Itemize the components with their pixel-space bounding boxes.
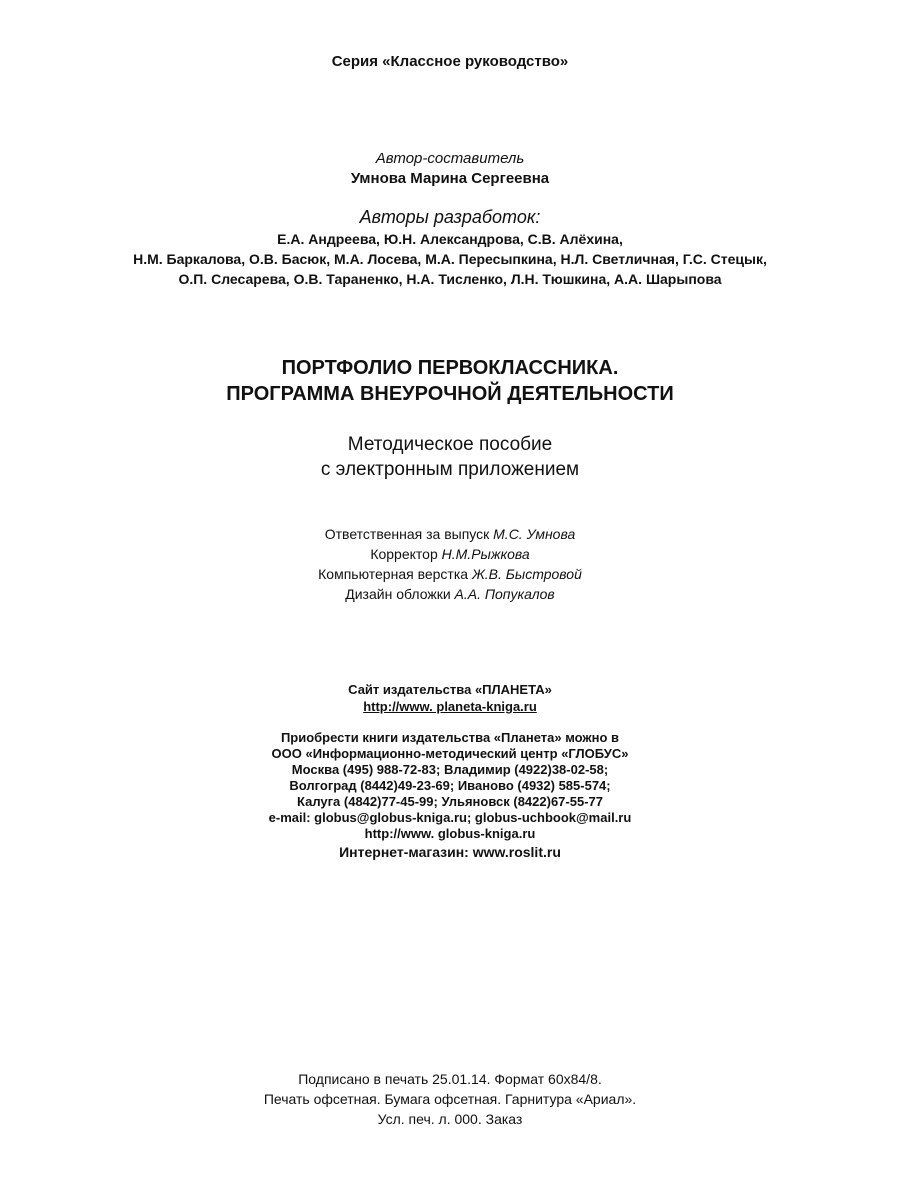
authors-list [0,229,900,289]
distributor-line: Приобрести книги издательства «Планета» можно в [280,730,620,745]
credit-label: Дизайн обложки [345,586,451,602]
authors-heading: Авторы разработок: [359,207,541,227]
distributor-line: Калуга (4842)77-45-99; Ульяновск (8422)67-55-77 [297,794,603,809]
book-title-line: ПОРТФОЛИО ПЕРВОКЛАССНИКА. [281,357,619,379]
print-imprint [0,1069,900,1129]
distributor-website: http://www. globus-kniga.ru [364,826,536,841]
compiler-role: Автор-составитель [375,150,525,167]
book-subtitle [0,432,900,482]
series-title: Серия «Классное руководство» [331,53,569,70]
authors-line: Н.М. Баркалова, О.В. Басюк, М.А. Лосева, М.А. Пересыпкина, Н.Л. Светличная, Г.С. Стецык, [133,251,767,267]
credit-person: Ж.В. Быстровой [471,566,582,582]
credit-line [0,544,900,564]
distributor-email: e-mail: globus@globus-kniga.ru; globus-uchbook@mail.ru [268,810,632,825]
distributor-line: ООО «Информационно-методический центр «ГЛОБУС» [271,746,629,761]
online-shop: Интернет-магазин: www.roslit.ru [339,844,561,860]
imprint-line: Печать офсетная. Бумага офсетная. Гарнитура «Ариал». [263,1091,637,1107]
book-title-line: ПРОГРАММА ВНЕУРОЧНОЙ ДЕЯТЕЛЬНОСТИ [226,383,674,405]
distributor-line: Волгоград (8442)49-23-69; Иваново (4932) 585-574; [289,778,611,793]
publisher-site [0,681,900,715]
credit-person: А.А. Попукалов [454,586,555,602]
authors-line: О.П. Слесарева, О.В. Тараненко, Н.А. Тисленко, Л.Н. Тюшкина, А.А. Шарыпова [178,271,722,287]
credit-label: Ответственная за выпуск [324,526,490,542]
book-title [0,355,900,407]
distributor-info [0,730,900,860]
publisher-site-link[interactable]: http://www. planeta-kniga.ru [363,699,537,714]
publisher-site-label: Сайт издательства «ПЛАНЕТА» [348,682,552,697]
imprint-line: Подписано в печать 25.01.14. Формат 60х84/8. [298,1071,602,1087]
authors-line: Е.А. Андреева, Ю.Н. Александрова, С.В. Алёхина, [277,231,623,247]
imprint-line: Усл. печ. л. 000. Заказ [377,1111,523,1127]
credit-person: М.С. Умнова [493,526,576,542]
credits [0,524,900,604]
credit-label: Компьютерная верстка [318,566,469,582]
compiler-name: Умнова Марина Сергеевна [350,170,550,187]
book-subtitle-line: с электронным приложением [320,459,580,480]
credit-person: Н.М.Рыжкова [441,546,530,562]
credit-line [0,564,900,584]
credit-line [0,584,900,604]
credit-label: Корректор [370,546,438,562]
book-subtitle-line: Методическое пособие [347,434,553,455]
credit-line [0,524,900,544]
distributor-line: Москва (495) 988-72-83; Владимир (4922)38-02-58; [291,762,609,777]
